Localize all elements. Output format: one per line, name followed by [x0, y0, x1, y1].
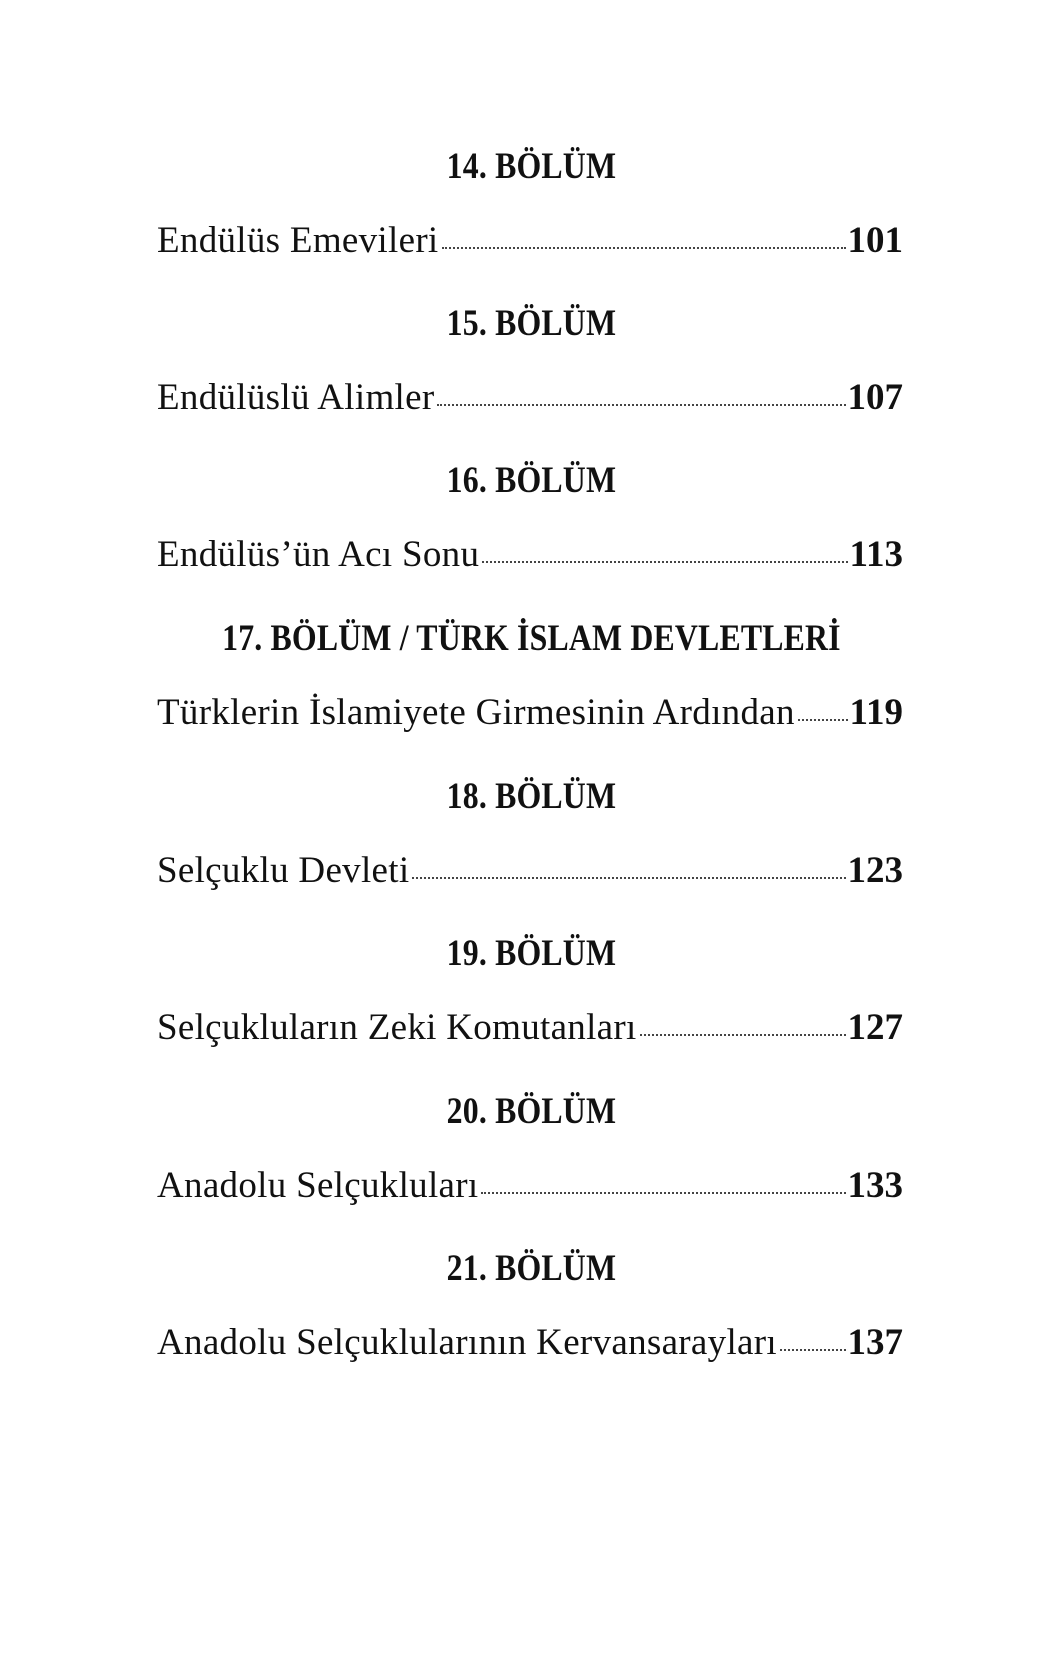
entry-title: Endülüslü Alimler	[157, 377, 435, 418]
toc-entry[interactable]	[157, 1005, 903, 1051]
page-number: 101	[847, 220, 903, 261]
page-number: 119	[849, 692, 903, 733]
dot-leader	[798, 719, 848, 721]
entry-title: Endülüs Emevileri	[157, 220, 439, 261]
page-number: 113	[849, 534, 903, 575]
toc-entry[interactable]	[157, 1163, 903, 1209]
dot-leader	[482, 561, 847, 563]
chapter-heading: 16. BÖLÜM	[446, 460, 617, 501]
entry-title: Endülüs’ün Acı Sonu	[157, 534, 480, 575]
chapter-heading: 17. BÖLÜM / TÜRK İSLAM DEVLETLERİ	[222, 618, 841, 659]
page-number: 123	[847, 850, 903, 891]
page-number: 133	[847, 1165, 903, 1206]
chapter-heading: 15. BÖLÜM	[446, 303, 617, 344]
entry-title: Selçukluların Zeki Komutanları	[157, 1007, 637, 1048]
entry-title: Selçuklu Devleti	[157, 850, 410, 891]
chapter-heading: 14. BÖLÜM	[446, 146, 617, 187]
toc-entry[interactable]	[157, 1320, 903, 1366]
dot-leader	[412, 877, 845, 879]
toc-entry[interactable]	[157, 375, 903, 421]
page-number: 127	[847, 1007, 903, 1048]
dot-leader	[437, 404, 845, 406]
toc-entry[interactable]	[157, 218, 903, 264]
toc-entry[interactable]	[157, 690, 903, 736]
toc-entry[interactable]	[157, 532, 903, 578]
entry-title: Anadolu Selçuklularının Kervansarayları	[157, 1322, 777, 1363]
dot-leader	[442, 247, 846, 249]
entry-title: Türklerin İslamiyete Girmesinin Ardından	[157, 692, 795, 733]
chapter-heading: 18. BÖLÜM	[446, 776, 617, 817]
dot-leader	[481, 1192, 845, 1194]
entry-title: Anadolu Selçukluları	[157, 1165, 479, 1206]
dot-leader	[780, 1349, 846, 1351]
page-number: 107	[847, 377, 903, 418]
dot-leader	[640, 1034, 846, 1036]
chapter-heading: 20. BÖLÜM	[446, 1091, 617, 1132]
toc-entry[interactable]	[157, 848, 903, 894]
page-number: 137	[847, 1322, 903, 1363]
chapter-heading: 21. BÖLÜM	[446, 1248, 617, 1289]
chapter-heading: 19. BÖLÜM	[446, 933, 617, 974]
